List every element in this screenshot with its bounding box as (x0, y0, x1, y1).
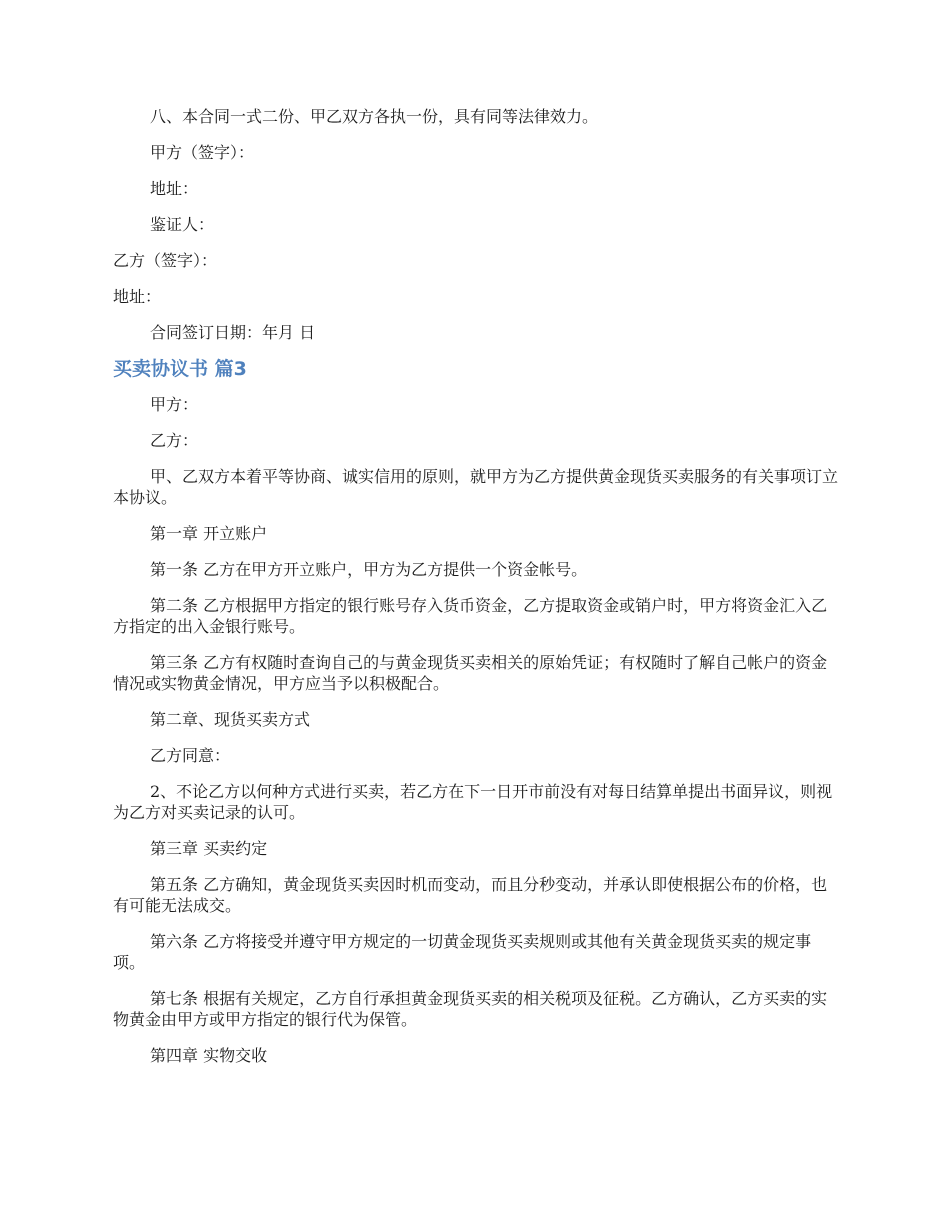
chapter-heading: 第三章 买卖约定 (150, 839, 268, 858)
clause-eight: 八、本合同一式二份、甲乙双方各执一份，具有同等法律效力。 (150, 107, 599, 126)
section-heading: 买卖协议书 篇3 (113, 358, 247, 380)
document-body (113, 106, 838, 1081)
paragraph: 第二条 乙方根据甲方指定的银行账号存入货币资金，乙方提取资金或销户时，甲方将资金汇入乙方指定的出入金银行账号。 (113, 596, 828, 636)
paragraph: 第三条 乙方有权随时查询自己的与黄金现货买卖相关的原始凭证；有权随时了解自己帐户的资金情况或实物黄金情况，甲方应当予以积极配合。 (113, 653, 828, 693)
paragraph: 第七条 根据有关规定，乙方自行承担黄金现货买卖的相关税项及征税。乙方确认，乙方买卖的实物黄金由甲方或甲方指定的银行代为保管。 (113, 989, 828, 1029)
paragraph: 乙方同意： (150, 746, 231, 765)
party-b-address: 地址： (113, 287, 162, 306)
paragraph: 第五条 乙方确知，黄金现货买卖因时机而变动，而且分秒变动，并承认即使根据公布的价格，也有可能无法成交。 (113, 875, 828, 915)
party-a-address: 地址： (150, 179, 199, 198)
paragraph: 2、不论乙方以何种方式进行买卖，若乙方在下一日开市前没有对每日结算单提出书面异议，则视为乙方对买卖记录的认可。 (113, 782, 833, 822)
paragraph: 乙方： (150, 431, 199, 450)
signing-date: 合同签订日期：年月 日 (150, 323, 316, 342)
paragraph: 第一条 乙方在甲方开立账户，甲方为乙方提供一个资金帐号。 (150, 560, 588, 579)
paragraph: 第六条 乙方将接受并遵守甲方规定的一切黄金现货买卖规则或其他有关黄金现货买卖的规定事项。 (113, 932, 812, 972)
party-b-signature: 乙方（签字）： (113, 251, 218, 270)
party-a-signature: 甲方（签字）： (150, 143, 255, 162)
chapter-heading: 第二章、现货买卖方式 (150, 710, 311, 729)
paragraph: 甲方： (150, 395, 199, 414)
chapter-heading: 第一章 开立账户 (150, 524, 268, 543)
witness-signature: 鉴证人： (150, 215, 215, 234)
paragraph: 甲、乙双方本着平等协商、诚实信用的原则，就甲方为乙方提供黄金现货买卖服务的有关事项订立本协议。 (113, 467, 839, 507)
chapter-heading: 第四章 实物交收 (150, 1046, 268, 1065)
